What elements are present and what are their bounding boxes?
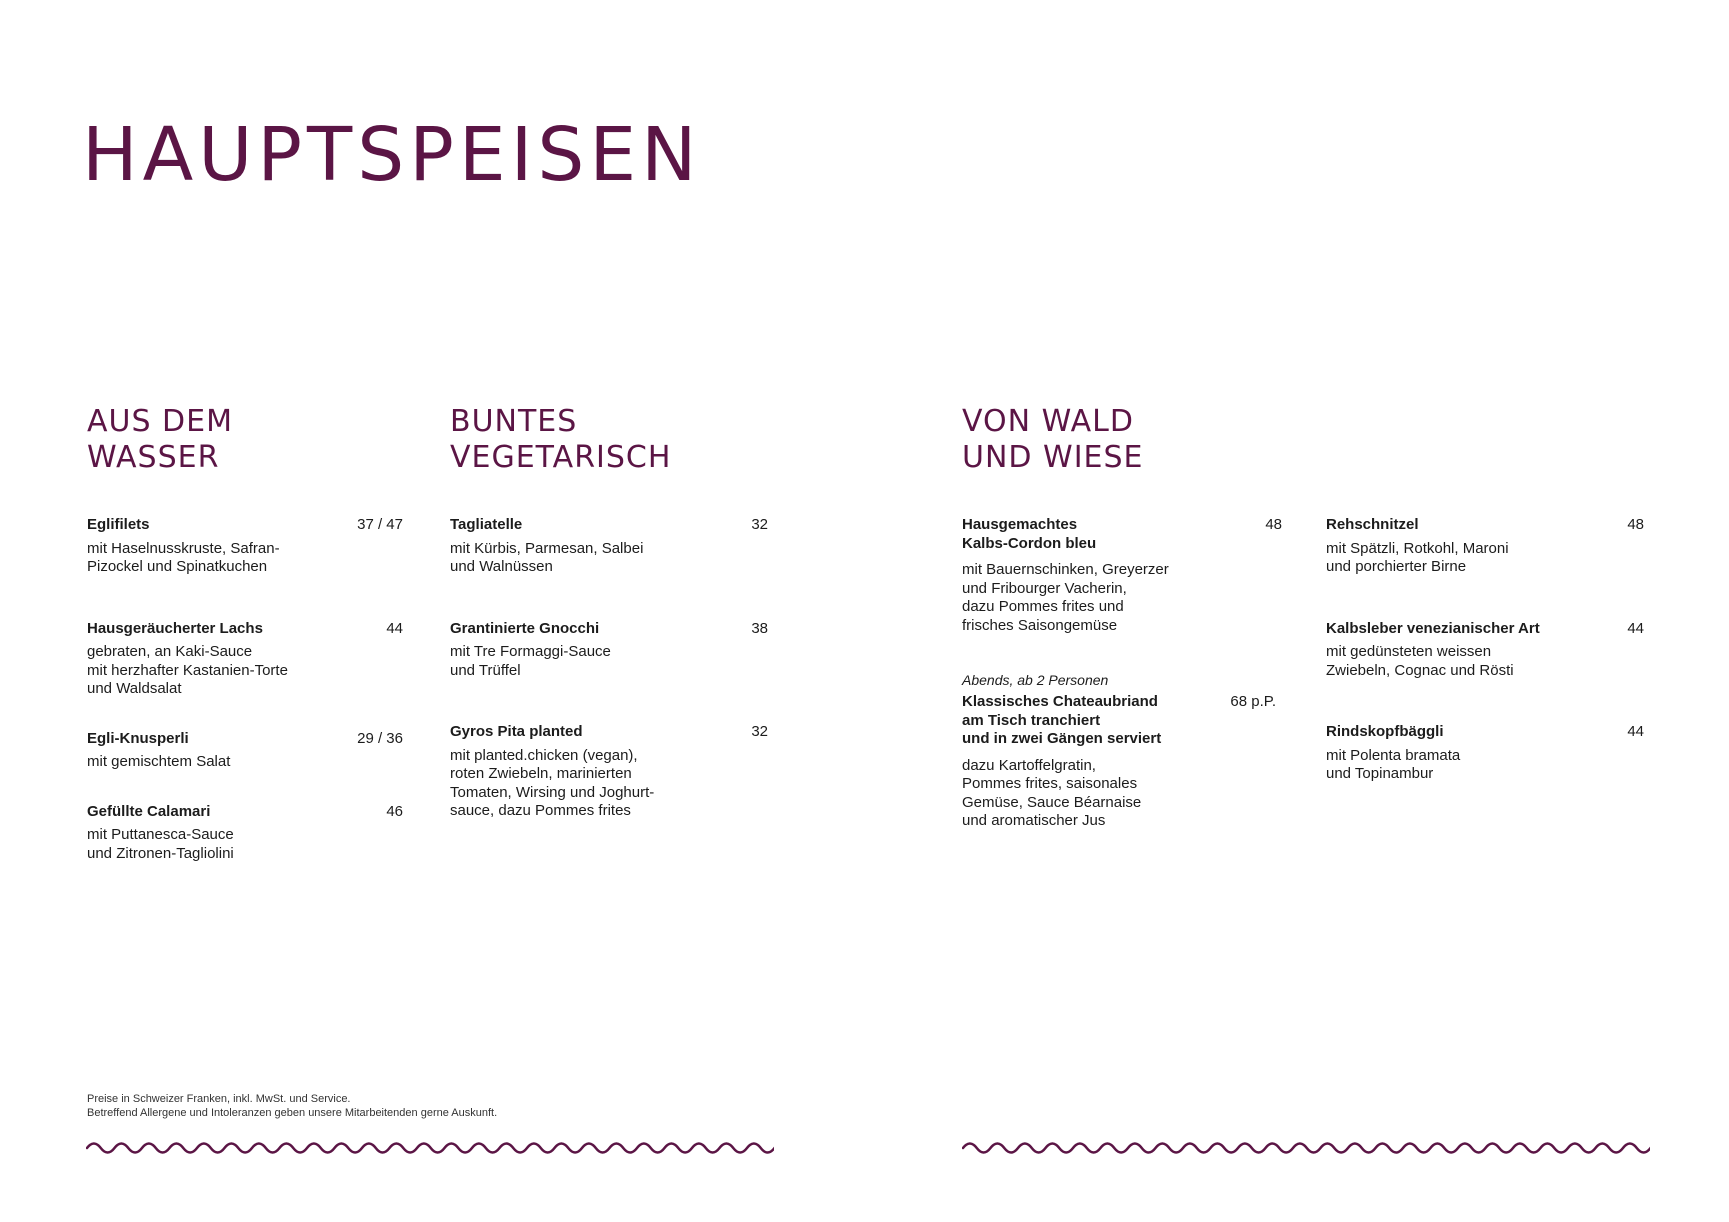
menu-column-wasser bbox=[87, 516, 403, 863]
dish-name: Eglifilets bbox=[87, 516, 150, 533]
dish-description: mit Spätzli, Rotkohl, Maroni und porchierter Birne bbox=[1326, 539, 1509, 575]
section-title-buntes-vegetarisch: BUNTES VEGETARISCH bbox=[450, 404, 672, 475]
dish-description: gebraten, an Kaki-Sauce mit herzhafter Kastanien-Torte und Waldsalat bbox=[87, 643, 288, 697]
wave-line bbox=[963, 1144, 1650, 1153]
menu-item-egli-knusperli bbox=[87, 730, 403, 772]
page-title: HAUPTSPEISEN bbox=[82, 112, 702, 198]
dish-price: 68 p.P. bbox=[1230, 693, 1276, 710]
menu-item-kalbsleber bbox=[1326, 620, 1644, 681]
dish-description: mit planted.chicken (vegan), roten Zwiebeln, marinierten Tomaten, Wirsing und Joghurt- sauce, dazu Pommes frites bbox=[450, 746, 655, 819]
section-title-von-wald-und-wiese: VON WALD UND WIESE bbox=[962, 404, 1144, 475]
footnote: Preise in Schweizer Franken, inkl. MwSt. und Service. Betreffend Allergene und Intoleranzen geben unsere Mitarbeitenden gerne Auskunft. bbox=[87, 1093, 498, 1119]
dish-description: mit gemischtem Salat bbox=[87, 753, 231, 770]
dish-price: 44 bbox=[1627, 619, 1644, 637]
wave-divider-right bbox=[962, 1138, 1650, 1158]
dish-name: Hausgemachtes Kalbs-Cordon bleu bbox=[962, 516, 1097, 552]
dish-name: Gyros Pita planted bbox=[450, 723, 583, 740]
dish-price: 32 bbox=[751, 723, 768, 740]
wave-divider-left bbox=[86, 1138, 774, 1158]
menu-item-gnocchi bbox=[450, 620, 768, 681]
dish-description: mit Kürbis, Parmesan, Salbei und Walnüssen bbox=[450, 539, 644, 575]
dish-price: 44 bbox=[1627, 723, 1644, 740]
dish-price: 44 bbox=[386, 619, 403, 637]
menu-column-vegetarisch bbox=[450, 516, 768, 821]
dish-name: Egli-Knusperli bbox=[87, 729, 189, 747]
dish-price: 38 bbox=[751, 619, 768, 637]
menu-column-wald-2 bbox=[1326, 516, 1644, 784]
dish-name: Hausgeräucherter Lachs bbox=[87, 619, 263, 637]
menu-item-tagliatelle bbox=[450, 516, 768, 577]
dish-name: Tagliatelle bbox=[450, 516, 523, 533]
dish-price: 46 bbox=[386, 802, 403, 820]
dish-price: 32 bbox=[751, 516, 768, 533]
dish-description: mit Puttanesca-Sauce und Zitronen-Tagliolini bbox=[87, 826, 234, 862]
dish-description: mit Bauernschinken, Greyerzer und Fribourger Vacherin, dazu Pommes frites und frisches Saisongemüse bbox=[962, 561, 1169, 634]
dish-description: dazu Kartoffelgratin, Pommes frites, saisonales Gemüse, Sauce Béarnaise und aromatischer Jus bbox=[962, 756, 1142, 829]
dish-name: Rehschnitzel bbox=[1326, 516, 1419, 533]
dish-description: mit Tre Formaggi-Sauce und Trüffel bbox=[450, 643, 611, 679]
menu-item-rehschnitzel bbox=[1326, 516, 1644, 577]
dish-name: Rindskopfbäggli bbox=[1326, 723, 1444, 740]
wave-line bbox=[87, 1144, 774, 1153]
dish-price: 48 bbox=[1265, 516, 1282, 533]
menu-item-eglifilets bbox=[87, 516, 403, 577]
dish-name: Kalbsleber venezianischer Art bbox=[1326, 619, 1540, 637]
dish-name: Grantinierte Gnocchi bbox=[450, 619, 600, 637]
dish-description: mit Polenta bramata und Topinambur bbox=[1326, 746, 1461, 782]
menu-item-chateaubriand bbox=[962, 671, 1276, 831]
dish-note: Abends, ab 2 Personen bbox=[962, 672, 1109, 688]
dish-name: Gefüllte Calamari bbox=[87, 802, 211, 820]
menu-item-lachs bbox=[87, 620, 403, 699]
menu-column-wald-1 bbox=[962, 516, 1282, 831]
dish-name: Klassisches Chateaubriand am Tisch tranchiert und in zwei Gängen serviert bbox=[962, 693, 1162, 747]
dish-description: mit Haselnusskruste, Safran- Pizockel und Spinatkuchen bbox=[87, 539, 280, 575]
section-title-aus-dem-wasser: AUS DEM WASSER bbox=[87, 404, 233, 475]
dish-description: mit gedünsteten weissen Zwiebeln, Cognac und Rösti bbox=[1326, 643, 1514, 679]
dish-price: 29 / 36 bbox=[357, 729, 403, 747]
dish-price: 48 bbox=[1627, 516, 1644, 533]
menu-item-rindskopfbaeggli bbox=[1326, 723, 1644, 784]
dish-price: 37 / 47 bbox=[357, 516, 403, 533]
menu-item-cordon-bleu bbox=[962, 516, 1282, 635]
menu-item-gyros-pita bbox=[450, 723, 768, 821]
menu-item-calamari bbox=[87, 803, 403, 864]
